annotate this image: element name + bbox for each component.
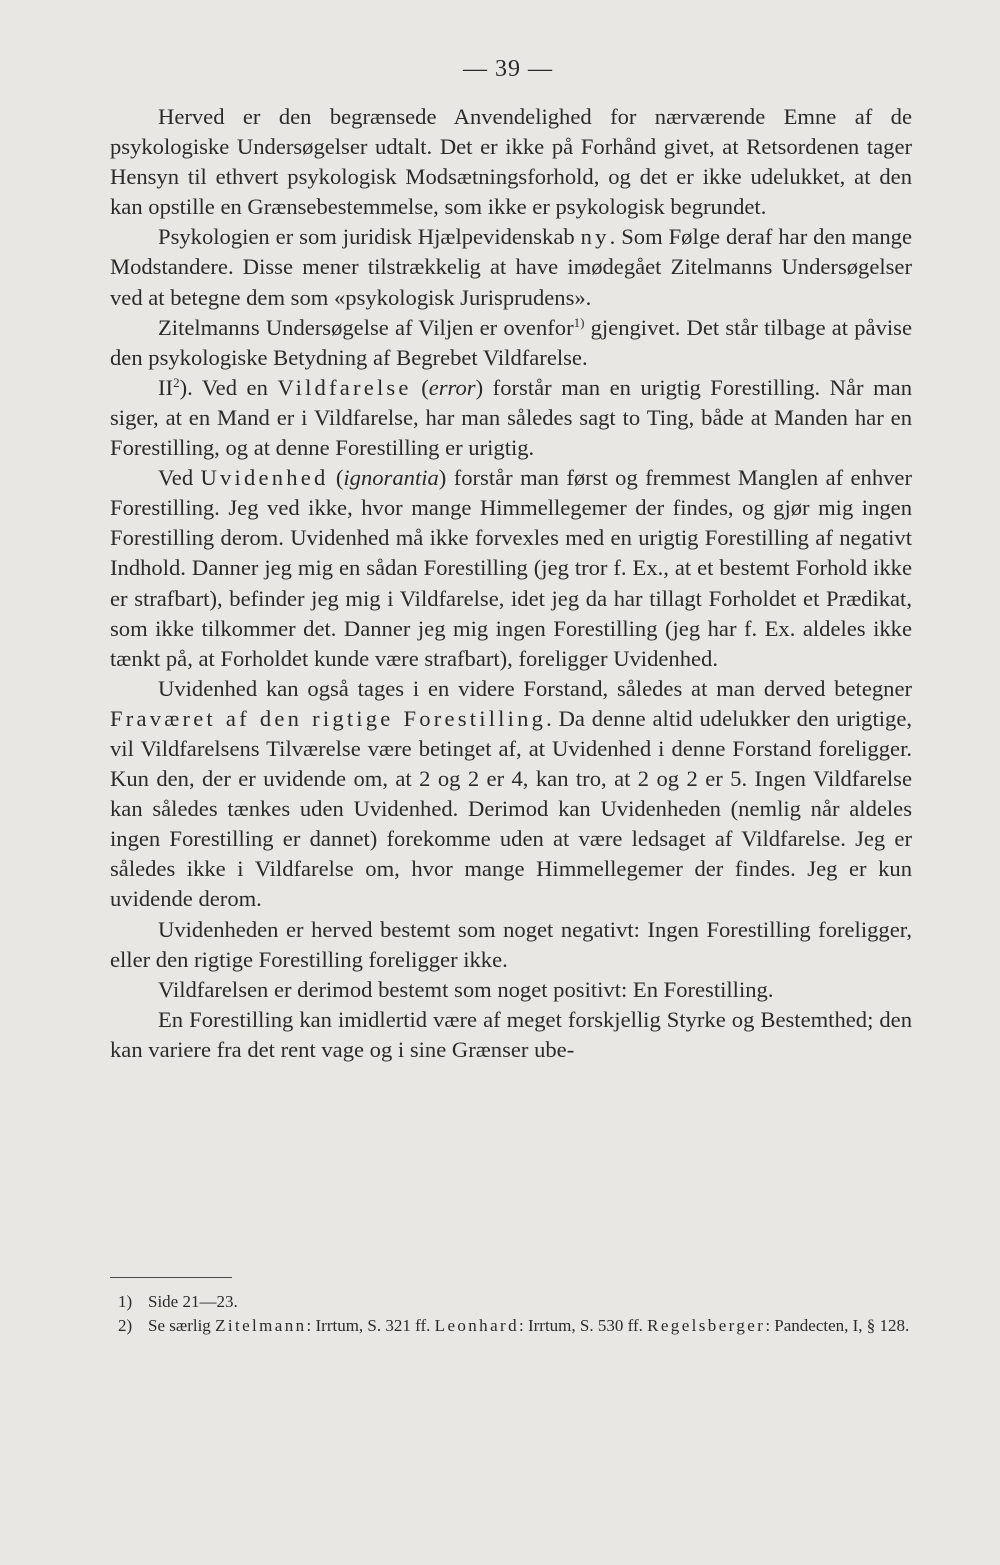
text-run: Uvidenheden er herved bestemt som noget negativt: Ingen Forestilling foreligger, eller den rigtige Forestilling foreligger ikke. [110,916,912,972]
paragraph [110,674,912,915]
italic-term: ignorantia [343,465,439,491]
italic-term: error [428,374,476,400]
text-run: Se særlig [148,1316,216,1335]
footnote [118,1290,916,1314]
spaced-emphasis: Fraværet af den rigtige Forestilling [110,705,547,731]
spaced-emphasis: Regelsberger [647,1316,766,1335]
text-run: Herved er den begrænsede Anvendelighed for nærværende Emne af de psykologiske Undersøgelser udtalt. Det er ikke på Forhånd givet, at Retsordenen tager Hensyn til ethvert psykologisk Modsætningsforhold, og det er ikke udelukket, at den kan opstille en Grænsebestemmelse, som ikke er psykologisk begrundet. [110,104,912,220]
text-run: ( [411,374,429,400]
footnotes [118,1290,916,1338]
paragraph [110,102,912,222]
text-run: En Forestilling kan imidlertid være af meget forskjellig Styrke og Bestemthed; den kan variere fra det rent vage og i sine Grænser ube- [110,1006,912,1062]
text-run: Vildfarelsen er derimod bestemt som noget positivt: En Forestilling. [158,976,774,1002]
text-run: : Pandecten, I, § 128. [765,1316,910,1335]
spaced-emphasis: Vildfarelse [277,374,412,400]
text-run: Side 21—23. [148,1292,238,1311]
paragraph [110,975,912,1005]
footnote-reference: 2 [173,374,180,390]
text-run: ( [328,465,344,491]
text-run: gjengivet. Det står tilbage at påvise den psykologiske Betydning af Begrebet Vildfarelse. [110,314,912,370]
text-run: . Da denne altid udelukker den urigtige, vil Vildfarelsens Tilværelse være betinget af, at Uvidenhed i denne Forstand foreligger. Kun den, der er uvidende om, at 2 og 2 er 4, kan tro, at 2 og 2 er 5. Ingen Vildfarelse kan således tænkes uden Uvidenhed. Derimod kan Uvidenheden (nemlig når aldeles ingen Forestilling er dannet) forekomme uden at være ledsaget af Vildfarelse. Jeg er således ikke i Vildfarelse om, hvor mange Himmellegemer der findes. Jeg er kun uvidende derom. [110,705,913,912]
spaced-emphasis: ny [580,224,610,250]
paragraph [110,1005,912,1065]
text-run: : Irrtum, S. 321 ff. [306,1316,435,1335]
text-run: Psykologien er som juridisk Hjælpevidenskab [158,224,581,250]
footnote-reference: 1) [573,314,585,330]
spaced-emphasis: Zitelmann [215,1316,307,1335]
text-run: ) forstår man først og fremmest Manglen af enhver Forestilling. Jeg ved ikke, hvor mange Himmellegemer der findes, og gjør mig ingen Forestilling derom. Uvidenhed må ikke forvexles med en urigtig Forestilling af negativt Indhold. Danner jeg mig en sådan Forestilling (jeg tror f. Ex., at et bestemt Forhold ikke er strafbart), befinder jeg mig i Vildfarelse, idet jeg da har tillagt Forholdet et Prædikat, som ikke tilkommer det. Danner jeg mig ingen Forestilling (jeg har f. Ex. aldeles ikke tænkt på, at Forholdet kunde være strafbart), foreligger Uvidenhed. [110,465,912,671]
paragraph [110,222,912,312]
body-text [110,102,912,1065]
text-run: Ved [158,465,201,491]
text-run: Zitelmanns Undersøgelse af Viljen er ovenfor [158,314,574,340]
text-run: Uvidenhed kan også tages i en videre Forstand, således at man derved betegner [158,675,912,701]
paragraph [110,313,912,373]
text-run: ) forstår man en urigtig Forestilling. Når man siger, at en Mand er i Vildfarelse, har man således sagt to Ting, både at Manden har en Forestilling, og at denne Forestilling er urigtig. [110,374,912,461]
footnote-marker: 2) [118,1316,133,1335]
paragraph [110,915,912,975]
text-run: . Som Følge deraf har den mange Modstandere. Disse mener tilstrækkelig at have imødegået Zitelmanns Undersøgelser ved at betegne dem som «psykologisk Jurisprudens». [110,224,912,310]
text-run: II [158,374,174,400]
footnote [118,1314,916,1338]
paragraph [110,373,912,463]
paragraph [110,463,912,674]
footnote-marker: 1) [118,1292,133,1311]
spaced-emphasis: Uvidenhed [200,465,329,491]
page-number: — 39 — [463,56,553,82]
text-run: ). Ved en [179,374,278,400]
footnote-divider [110,1277,232,1278]
spaced-emphasis: Leonhard [434,1316,519,1335]
text-run: : Irrtum, S. 530 ff. [519,1316,648,1335]
